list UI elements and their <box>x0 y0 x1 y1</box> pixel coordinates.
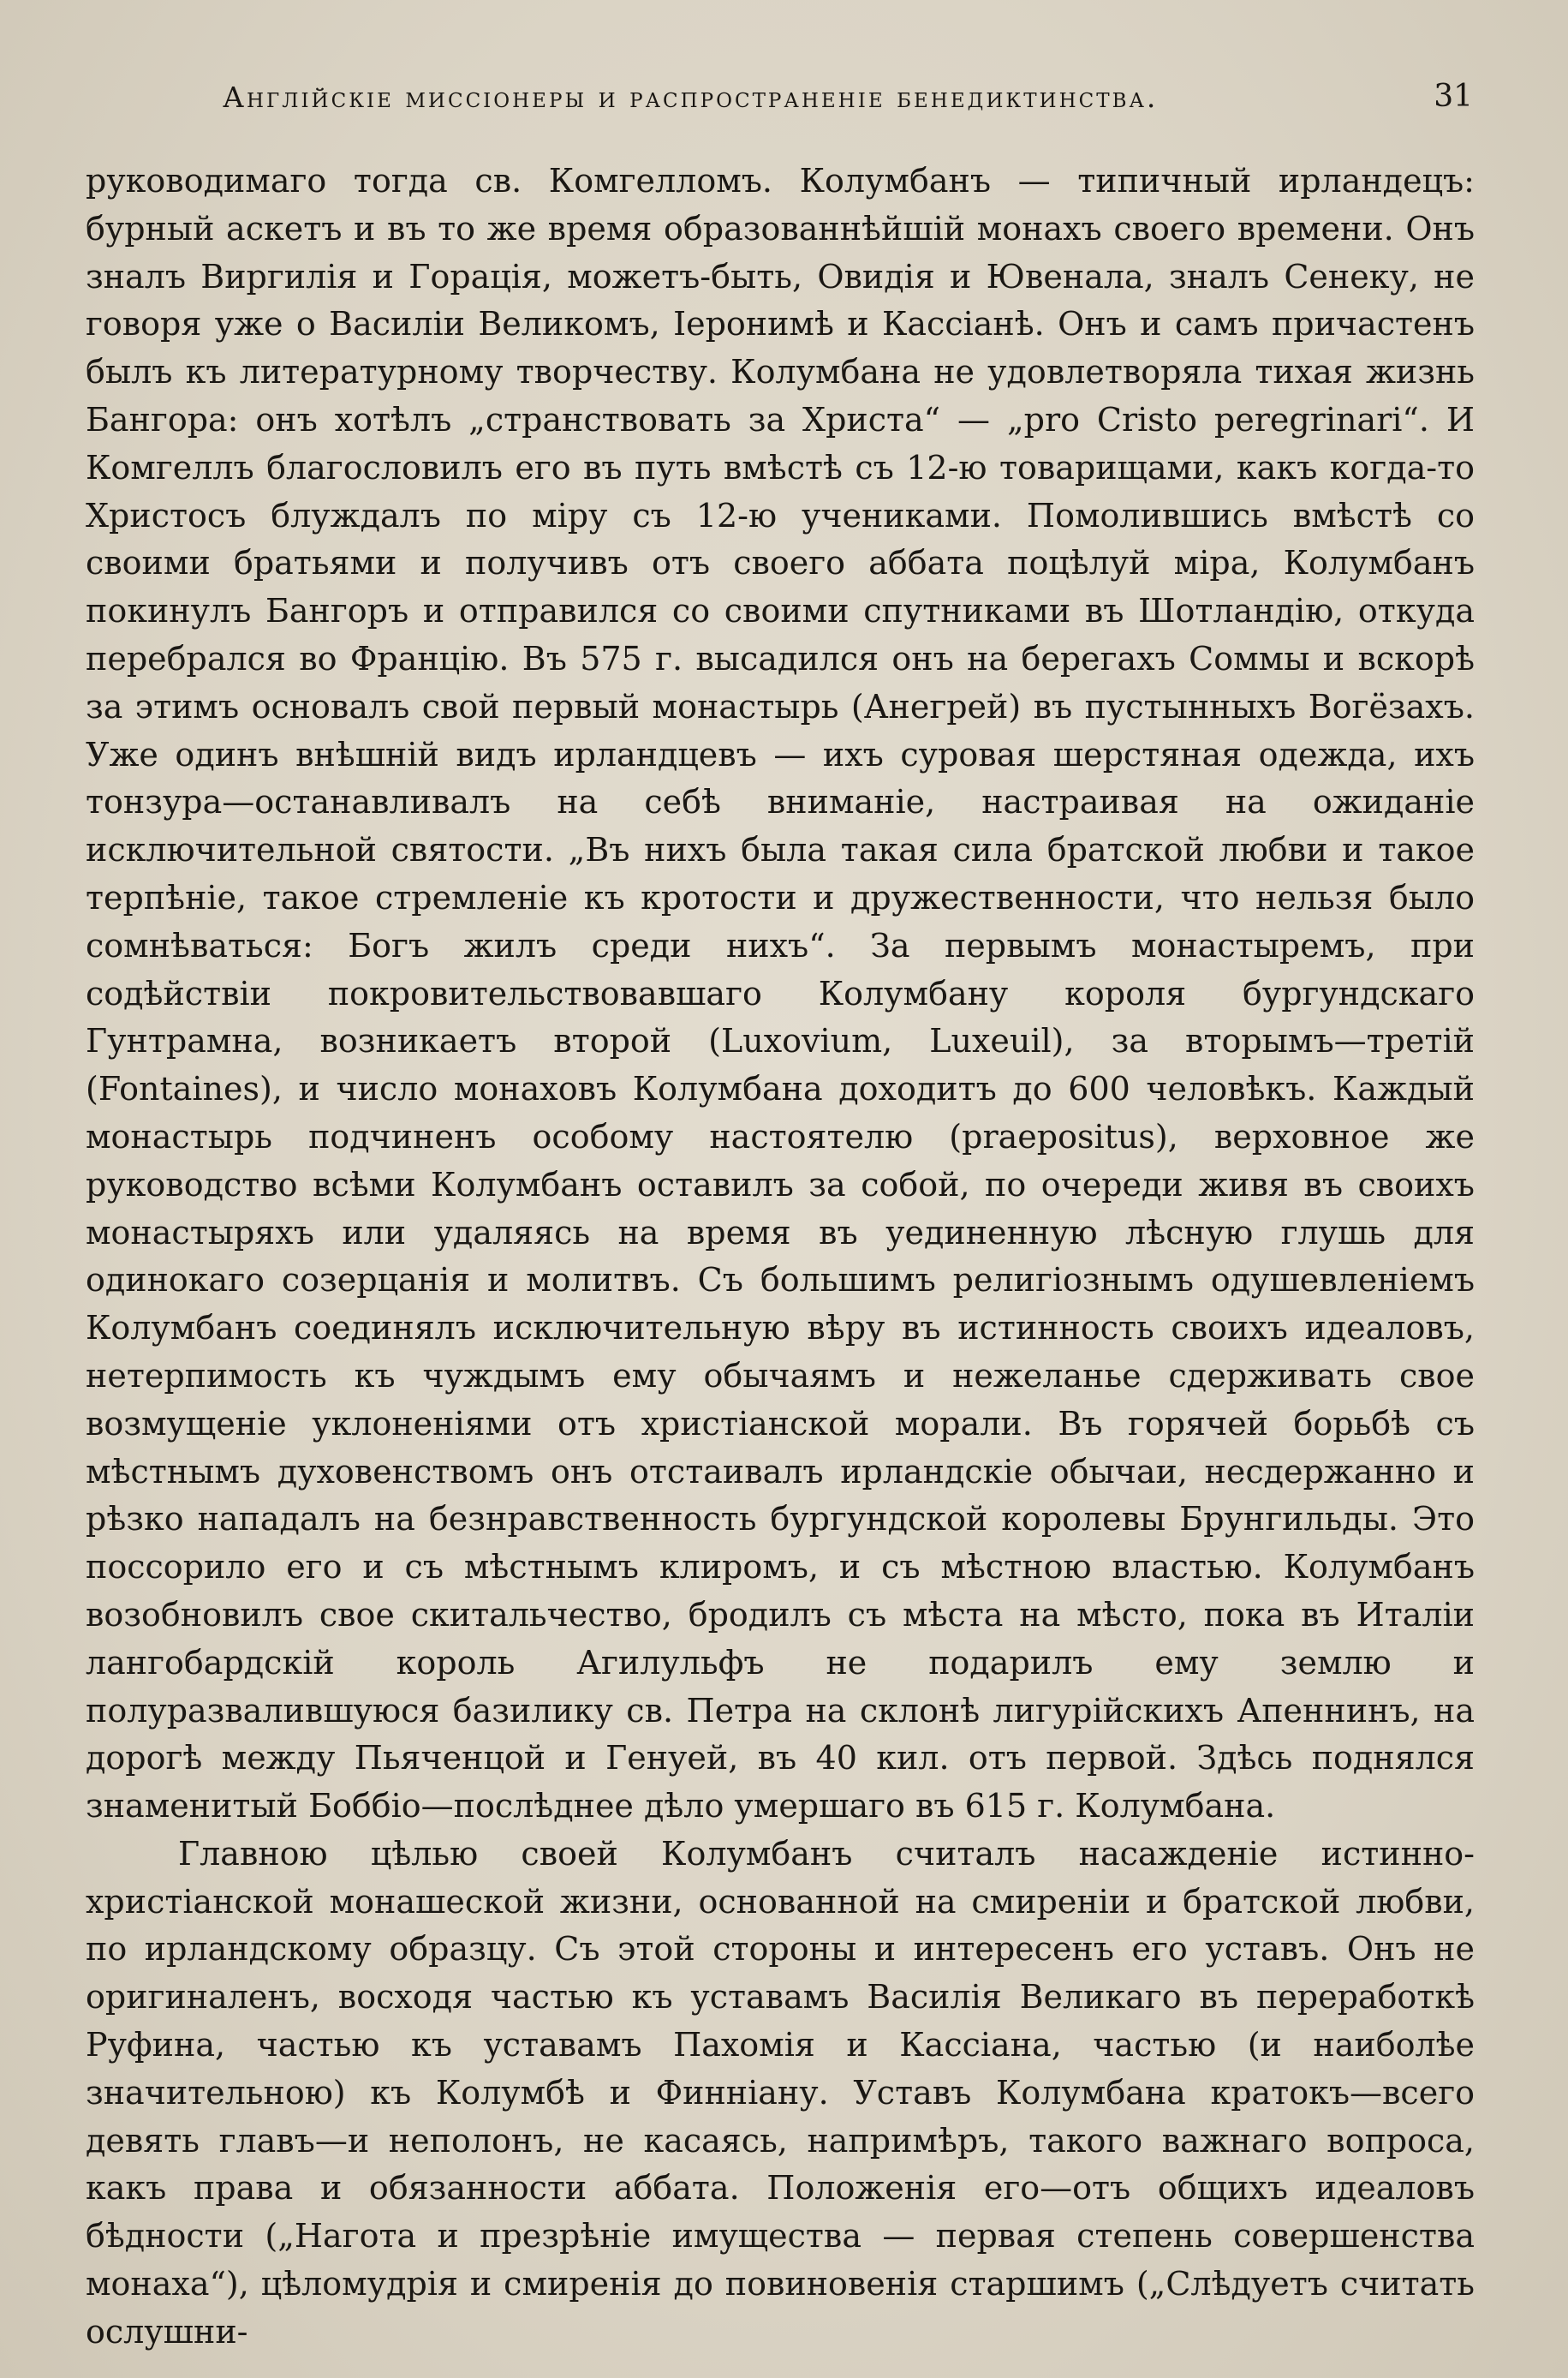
paragraph-columban-rule: Главною цѣлью своей Колумбанъ считалъ насажденіе истинно-христіанской монашеской жизни, основанной на смиреніи и братской любви, по ирландскому образцу. Съ этой стороны и интересенъ его уставъ. Онъ не оригиналенъ, восходя частью къ уставамъ Василія Великаго въ переработкѣ Руфина, частью къ уставамъ Пахомія и Кассіана, частью (и наиболѣе значительною) къ Колумбѣ и Финніану. Уставъ Колумбана кратокъ—всего девять главъ—и неполонъ, не касаясь, напримѣръ, такого важнаго вопроса, какъ права и обязанности аббата. Положенія его—отъ общихъ идеаловъ бѣдности („Нагота и презрѣніе имущества — первая степень совершенства монаха“), цѣломудрія и смиренія до повиновенія старшимъ („Слѣдуетъ считать ослушни- <box>86 1834 1475 2351</box>
running-title: Англійскіе миссіонеры и распространеніе бенедиктинства. <box>223 81 1159 114</box>
paragraph-columban-biography: руководимаго тогда св. Комгелломъ. Колумбанъ — типичный ирландецъ: бурный аскетъ и въ то же время образованнѣйшій монахъ своего времени. Онъ зналъ Виргилія и Горація, можетъ-быть, Овидія и Ювенала, зналъ Сенеку, не говоря уже о Василіи Великомъ, Іеронимѣ и Кассіанѣ. Онъ и самъ причастенъ былъ къ литературному творчеству. Колумбана не удовлетворяла тихая жизнь Бангора: онъ хотѣлъ „странствовать за Христа“ — „pro Cristo peregrinari“. И Комгеллъ благословилъ его въ путь вмѣстѣ съ 12-ю товарищами, какъ когда-то Христосъ блуждалъ по міру съ 12-ю учениками. Помолившись вмѣстѣ со своими братьями и получивъ отъ своего аббата поцѣлуй міра, Колумбанъ покинулъ Бангоръ и отправился со своими спутниками въ Шотландію, откуда перебрался во Францію. Въ 575 г. высадился онъ на берегахъ Соммы и вскорѣ за этимъ основалъ свой первый монастырь (Анегрей) въ пустынныхъ Вогёзахъ. Уже одинъ внѣшній видъ ирландцевъ — ихъ суровая шерстяная одежда, ихъ тонзура—останавливалъ на себѣ вниманіе, настраивая на ожиданіе исключительной святости. „Въ нихъ была такая сила братской любви и такое терпѣніе, такое стремленіе къ кротости и дружественности, что нельзя было сомнѣваться: Богъ жилъ среди нихъ“. За первымъ монастыремъ, при содѣйствіи покровительствовавшаго Колумбану короля бургундскаго Гунтрамна, возникаетъ второй (Luxovium, Luxeuil), за вторымъ—третій (Fontaines), и число монаховъ Колумбана доходитъ до 600 человѣкъ. Каждый монастырь подчиненъ особому настоятелю (praepositus), верховное же руководство всѣми Колумбанъ оставилъ за собой, по очереди живя въ своихъ монастыряхъ или удаляясь на время въ уединенную лѣсную глушь для одинокаго созерцанія и молитвъ. Съ большимъ религіознымъ одушевленіемъ Колумбанъ соединялъ исключительную вѣру въ истинность своихъ идеаловъ, нетерпимость къ чуждымъ ему обычаямъ и нежеланье сдерживать свое возмущеніе уклоненіями отъ христіанской морали. Въ горячей борьбѣ съ мѣстнымъ духовенствомъ онъ отстаивалъ ирландскіе обычаи, несдержанно и рѣзко нападалъ на безнравственность бургундской королевы Брунгильды. Это поссорило его и съ мѣстнымъ клиромъ, и съ мѣстною властью. Колумбанъ возобновилъ свое скитальчество, бродилъ съ мѣста на мѣсто, пока въ Италіи лангобардскій король Агилульфъ не подарилъ ему землю и полуразвалившуюся базилику св. Петра на склонѣ лигурійскихъ Апеннинъ, на дорогѣ между Пьяченцой и Генуей, въ 40 кил. отъ первой. Здѣсь поднялся знаменитый Боббіо—послѣднее дѣло умершаго въ 615 г. Колумбана. <box>86 162 1475 1825</box>
page-header <box>86 75 1473 118</box>
page-number: 31 <box>1434 79 1473 114</box>
page-body <box>86 158 1475 2357</box>
